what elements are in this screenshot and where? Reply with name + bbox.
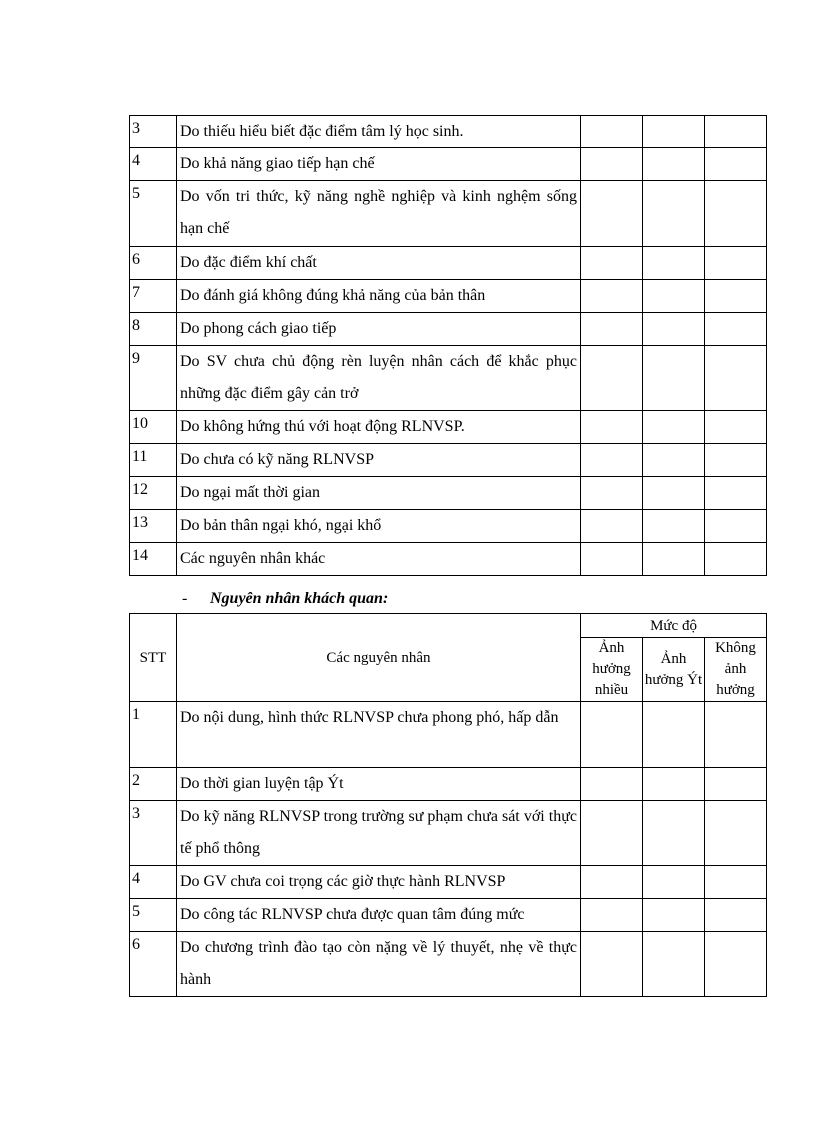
cause-text: Do chưa có kỹ năng RLNVSP: [177, 444, 581, 477]
rating-cell: [581, 313, 643, 346]
table-row: [130, 801, 767, 866]
subjective-causes-table: [129, 115, 767, 576]
section-title: Nguyên nhân khách quan:: [210, 590, 389, 607]
row-number: 4: [130, 148, 177, 181]
table-header-row: [130, 614, 767, 638]
rating-cell: [643, 510, 705, 543]
table-row: [130, 148, 767, 181]
rating-cell: [643, 116, 705, 148]
rating-cell: [581, 148, 643, 181]
row-number: 13: [130, 510, 177, 543]
rating-cell: [643, 702, 705, 768]
cause-text: Do đánh giá không đúng khả năng của bản thân: [177, 280, 581, 313]
cause-text: Do kỹ năng RLNVSP trong trường sư phạm chưa sát với thực tế phổ thông: [177, 801, 581, 866]
table-row: [130, 247, 767, 280]
cause-text: Do công tác RLNVSP chưa được quan tâm đúng mức: [177, 899, 581, 932]
table-row: [130, 932, 767, 997]
rating-cell: [643, 477, 705, 510]
rating-cell: [581, 116, 643, 148]
cause-text: Do bản thân ngại khó, ngại khổ: [177, 510, 581, 543]
table-row: [130, 477, 767, 510]
rating-cell: [581, 346, 643, 411]
cause-text: Do thời gian luyện tập Ýt: [177, 768, 581, 801]
rating-cell: [705, 247, 767, 280]
table-row: [130, 899, 767, 932]
rating-cell: [705, 866, 767, 899]
rating-cell: [581, 247, 643, 280]
rating-cell: [705, 444, 767, 477]
table-row: [130, 411, 767, 444]
section-heading: [182, 590, 388, 608]
rating-cell: [705, 510, 767, 543]
table-row: [130, 280, 767, 313]
rating-cell: [581, 702, 643, 768]
rating-cell: [705, 768, 767, 801]
cause-text: Do ngại mất thời gian: [177, 477, 581, 510]
rating-cell: [581, 510, 643, 543]
rating-cell: [581, 932, 643, 997]
cause-text: Do vốn tri thức, kỹ năng nghề nghiệp và kinh nghệm sống hạn chế: [177, 181, 581, 247]
cause-text: Do nội dung, hình thức RLNVSP chưa phong phó, hấp dẫn: [177, 702, 581, 768]
row-number: 10: [130, 411, 177, 444]
table-row: [130, 346, 767, 411]
rating-cell: [643, 543, 705, 576]
causes-header: Các nguyên nhân: [177, 614, 581, 702]
rating-cell: [705, 116, 767, 148]
row-number: 6: [130, 247, 177, 280]
table-row: [130, 181, 767, 247]
rating-cell: [705, 932, 767, 997]
rating-cell: [643, 313, 705, 346]
row-number: 1: [130, 702, 177, 768]
rating-cell: [705, 148, 767, 181]
row-number: 3: [130, 116, 177, 148]
rating-cell: [581, 899, 643, 932]
row-number: 8: [130, 313, 177, 346]
cause-text: Do phong cách giao tiếp: [177, 313, 581, 346]
rating-cell: [581, 768, 643, 801]
rating-cell: [581, 477, 643, 510]
table-row: [130, 313, 767, 346]
rating-cell: [643, 148, 705, 181]
rating-cell: [643, 801, 705, 866]
row-number: 2: [130, 768, 177, 801]
rating-cell: [581, 543, 643, 576]
rating-cell: [705, 899, 767, 932]
rating-cell: [643, 932, 705, 997]
table-row: [130, 444, 767, 477]
no-impact-header: Không ảnh hưởng: [705, 638, 767, 702]
rating-cell: [705, 280, 767, 313]
rating-cell: [705, 702, 767, 768]
rating-cell: [643, 247, 705, 280]
rating-cell: [705, 801, 767, 866]
table-row: [130, 510, 767, 543]
row-number: 6: [130, 932, 177, 997]
rating-cell: [643, 181, 705, 247]
rating-cell: [643, 899, 705, 932]
table-row: [130, 543, 767, 576]
high-impact-header: Ảnh hưởng nhiều: [581, 638, 643, 702]
row-number: 4: [130, 866, 177, 899]
level-header: Mức độ: [581, 614, 767, 638]
rating-cell: [643, 346, 705, 411]
table-row: [130, 702, 767, 768]
objective-causes-table: [129, 613, 767, 997]
low-impact-header: Ảnh hưởng Ýt: [643, 638, 705, 702]
rating-cell: [581, 411, 643, 444]
cause-text: Do không hứng thú với hoạt động RLNVSP.: [177, 411, 581, 444]
cause-text: Do chương trình đào tạo còn nặng về lý thuyết, nhẹ về thực hành: [177, 932, 581, 997]
row-number: 14: [130, 543, 177, 576]
rating-cell: [705, 477, 767, 510]
row-number: 5: [130, 181, 177, 247]
table-row: [130, 866, 767, 899]
rating-cell: [643, 444, 705, 477]
rating-cell: [581, 801, 643, 866]
cause-text: Do GV chưa coi trọng các giờ thực hành RLNVSP: [177, 866, 581, 899]
table-row: [130, 768, 767, 801]
row-number: 3: [130, 801, 177, 866]
row-number: 9: [130, 346, 177, 411]
rating-cell: [643, 768, 705, 801]
rating-cell: [705, 543, 767, 576]
rating-cell: [581, 444, 643, 477]
cause-text: Do đặc điểm khí chất: [177, 247, 581, 280]
table-row: [130, 116, 767, 148]
cause-text: Do khả năng giao tiếp hạn chế: [177, 148, 581, 181]
row-number: 12: [130, 477, 177, 510]
rating-cell: [705, 346, 767, 411]
row-number: 7: [130, 280, 177, 313]
rating-cell: [705, 313, 767, 346]
row-number: 11: [130, 444, 177, 477]
cause-text: Do SV chưa chủ động rèn luyện nhân cách để khắc phục những đặc điểm gây cản trở: [177, 346, 581, 411]
row-number: 5: [130, 899, 177, 932]
bullet-dash: -: [182, 590, 188, 607]
rating-cell: [643, 280, 705, 313]
rating-cell: [705, 181, 767, 247]
rating-cell: [581, 866, 643, 899]
rating-cell: [581, 181, 643, 247]
stt-header: STT: [130, 614, 177, 702]
cause-text: Do thiếu hiểu biết đặc điểm tâm lý học sinh.: [177, 116, 581, 148]
rating-cell: [643, 866, 705, 899]
rating-cell: [581, 280, 643, 313]
cause-text: Các nguyên nhân khác: [177, 543, 581, 576]
rating-cell: [643, 411, 705, 444]
rating-cell: [705, 411, 767, 444]
